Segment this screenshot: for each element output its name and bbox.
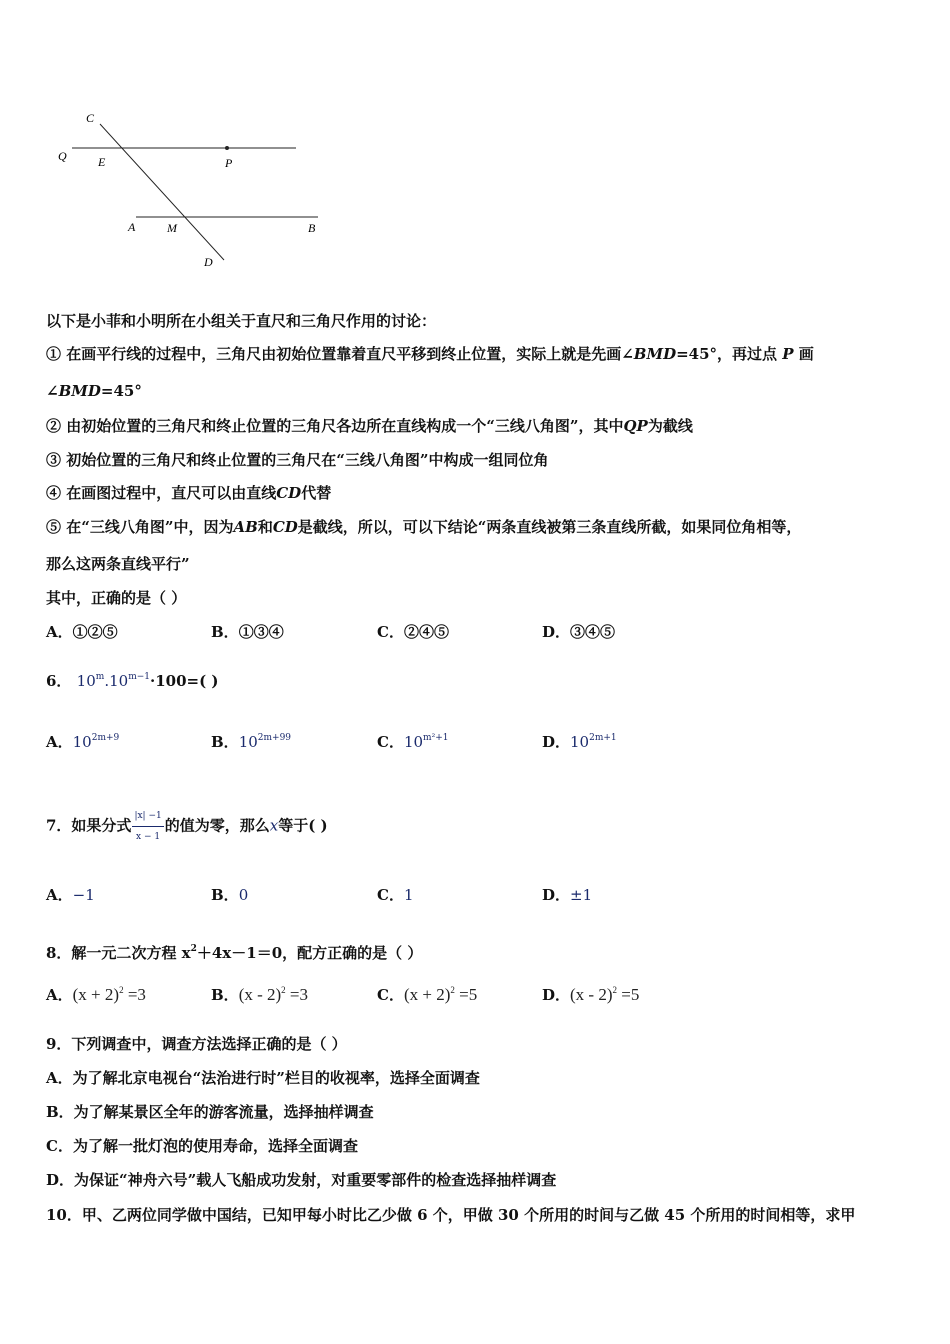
q9-stem: 9．下列调查中，调查方法选择正确的是（ ） [46, 1035, 347, 1053]
q5-statement-1-cont: ∠BMD=45° [46, 382, 142, 400]
q7-option-c[interactable]: C．1 [377, 886, 414, 904]
q6-option-a[interactable]: A．$10^{2m+9}$ [46, 733, 120, 751]
q5-option-a[interactable]: A．①②⑤ [46, 623, 118, 641]
label-c: C [86, 111, 95, 125]
q9-option-d[interactable]: D．为保证“神舟六号”载人飞船成功发射，对重要零部件的检查选择抽样调查 [46, 1171, 557, 1189]
q10-stem: 10．甲、乙两位同学做中国结，已知甲每小时比乙少做 6 个，甲做 30 个所用的时间与乙做 45 个所用的时间相等，求甲 [46, 1206, 856, 1224]
q8-stem: 8．解一元二次方程 $x^2+4x-1=0$，配方正确的是（ ） [46, 944, 423, 962]
q9-option-c[interactable]: C．为了解一批灯泡的使用寿命，选择全面调查 [46, 1137, 358, 1155]
q6-option-d[interactable]: D．$10^{2m+1}$ [542, 733, 617, 751]
q6-option-b[interactable]: B．$10^{2m+99}$ [211, 733, 292, 751]
q6-stem: 6． $10^m.10^{m-1}\cdot 100=$( ) [46, 672, 219, 690]
q8-option-c[interactable]: C．$(x + 2)^2 =5$ [377, 985, 478, 1004]
geometry-figure [48, 104, 328, 274]
label-b: B [308, 221, 316, 235]
q7-fraction: $\frac{|x| -1}{x - 1}$ [132, 806, 163, 847]
q8-option-a[interactable]: A．$(x + 2)^2 =3$ [46, 985, 146, 1004]
q9-option-a[interactable]: A．为了解北京电视台“法治进行时”栏目的收视率，选择全面调查 [46, 1069, 480, 1087]
q5-option-b[interactable]: B．①③④ [211, 623, 284, 641]
q7-option-a[interactable]: A．−1 [46, 886, 95, 904]
q7-option-b[interactable]: B．0 [211, 886, 249, 904]
q5-statement-5-cont: 那么这两条直线平行” [46, 555, 190, 573]
q5-statement-5: ⑤ 在“三线八角图”中，因为AB和CD是截线，所以，可以下结论“两条直线被第三条直线所截，如果同位角相等， [46, 518, 802, 536]
q5-statement-4: ④ 在画图过程中，直尺可以由直线CD代替 [46, 484, 332, 502]
label-q: Q [58, 149, 67, 163]
line-cd [100, 124, 224, 260]
q7-option-d[interactable]: D．±1 [542, 886, 593, 904]
point-p [225, 146, 229, 150]
q7-stem: 7．如果分式 $\frac{|x| -1}{x - 1}$ 的值为零，那么x等于( ) [46, 806, 328, 847]
label-d: D [204, 255, 213, 269]
label-e: E [98, 155, 106, 169]
label-m: M [167, 221, 177, 235]
q5-statement-1: ① 在画平行线的过程中，三角尺由初始位置靠着直尺平移到终止位置，实际上就是先画∠BMD=45°，再过点 P 画 [46, 345, 814, 363]
q5-statement-2: ② 由初始位置的三角尺和终止位置的三角尺各边所在直线构成一个“三线八角图”，其中QP为截线 [46, 417, 693, 435]
q8-option-d[interactable]: D．(x - 2)$^2$ =5 [542, 985, 640, 1004]
q5-option-c[interactable]: C．②④⑤ [377, 623, 449, 641]
label-a: A [128, 220, 136, 234]
q6-term-1: 10$^m$ [76, 672, 105, 690]
q8-option-b[interactable]: B．(x - 2)$^2$ =3 [211, 985, 309, 1004]
q5-option-d[interactable]: D．③④⑤ [542, 623, 616, 641]
q5-statement-3: ③ 初始位置的三角尺和终止位置的三角尺在“三线八角图”中构成一组同位角 [46, 451, 549, 469]
q6-option-c[interactable]: C．$10^{m^2+1}$ [377, 733, 449, 751]
q6-term-2: $10^{m-1}$ [109, 672, 150, 690]
q5-ask: 其中，正确的是（ ） [46, 589, 187, 607]
q9-option-b[interactable]: B．为了解某景区全年的游客流量，选择抽样调查 [46, 1103, 374, 1121]
label-p: P [225, 156, 233, 170]
q5-intro: 以下是小菲和小明所在小组关于直尺和三角尺作用的讨论： [46, 312, 437, 330]
